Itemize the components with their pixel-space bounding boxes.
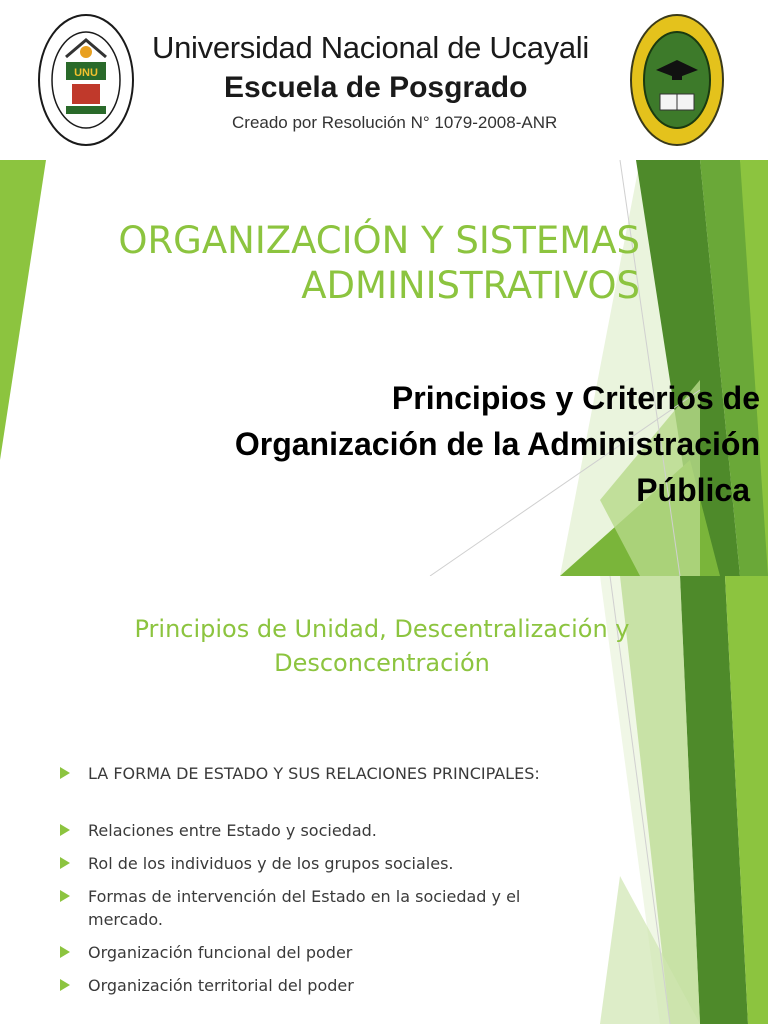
subtitle-line-2: Organización de la Administración bbox=[234, 426, 760, 462]
bullet-arrow-icon bbox=[60, 824, 70, 836]
university-name: Universidad Nacional de Ucayali bbox=[152, 30, 589, 65]
bullet-item: Rol de los individuos y de los grupos sociales. bbox=[60, 852, 580, 875]
section-title-line-1: Principios de Unidad, Descentralización y bbox=[134, 615, 630, 643]
school-name: Escuela de Posgrado bbox=[224, 71, 528, 104]
university-header bbox=[0, 0, 768, 160]
bullet-arrow-icon bbox=[60, 857, 70, 869]
subtitle-line-3: Pública bbox=[636, 472, 750, 508]
bullet-item: Organización territorial del poder bbox=[60, 974, 580, 997]
bullet-list bbox=[60, 762, 580, 1007]
bullet-arrow-icon bbox=[60, 946, 70, 958]
content-slide bbox=[0, 576, 768, 1024]
bullet-item: Formas de intervención del Estado en la sociedad y el mercado. bbox=[60, 885, 580, 931]
title-slide bbox=[0, 160, 768, 576]
title-line-2: ADMINISTRATIVOS bbox=[301, 264, 640, 307]
subtitle-line-1: Principios y Criterios de bbox=[391, 380, 760, 416]
presentation-title bbox=[40, 218, 640, 308]
bullet-arrow-icon bbox=[60, 890, 70, 902]
bullet-arrow-icon bbox=[60, 767, 70, 779]
bullet-item: Relaciones entre Estado y sociedad. bbox=[60, 819, 580, 842]
bullet-item: LA FORMA DE ESTADO Y SUS RELACIONES PRINCIPALES: bbox=[60, 762, 580, 785]
presentation-subtitle bbox=[100, 375, 760, 513]
bullet-arrow-icon bbox=[60, 979, 70, 991]
bullet-item: Organización funcional del poder bbox=[60, 941, 580, 964]
left-university-seal bbox=[36, 12, 136, 148]
right-school-seal bbox=[628, 12, 726, 148]
resolution-text: Creado por Resolución N° 1079-2008-ANR bbox=[232, 113, 558, 132]
title-line-1: ORGANIZACIÓN Y SISTEMAS bbox=[118, 219, 640, 262]
section-title bbox=[70, 612, 694, 680]
svg-text:UNU: UNU bbox=[74, 67, 98, 79]
section-title-line-2: Desconcentración bbox=[274, 649, 490, 677]
